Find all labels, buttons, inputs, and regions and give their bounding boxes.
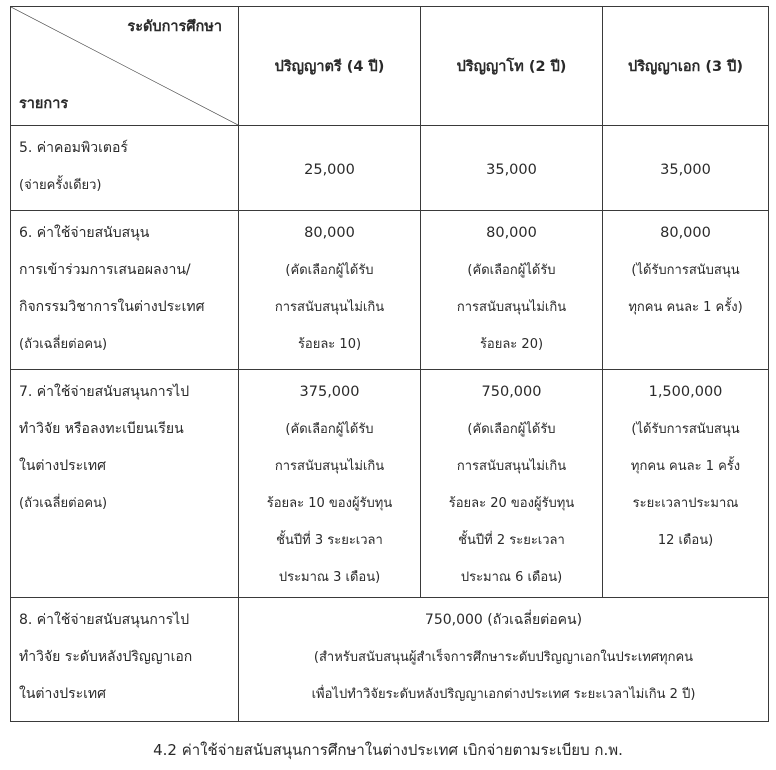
value-note: การสนับสนุนไม่เกิน (274, 300, 385, 315)
value-note: การสนับสนุนไม่เกิน (456, 300, 567, 315)
value-cell (603, 211, 769, 370)
value-note: การสนับสนุนไม่เกิน (456, 459, 567, 474)
value-note: (คัดเลือกผู้ได้รับ (285, 422, 374, 437)
table-row (11, 126, 769, 211)
value-note: การสนับสนุนไม่เกิน (274, 459, 385, 474)
value-note: (ได้รับการสนับสนุน (631, 422, 740, 437)
value-note: (ได้รับการสนับสนุน (631, 263, 740, 278)
value-note: เพื่อไปทำวิจัยระดับหลังปริญญาเอกต่างประเทศ ระยะเวลาไม่เกิน 2 ปี) (311, 687, 696, 702)
value-note: ทุกคน คนละ 1 ครั้ง) (628, 300, 743, 315)
item-cell (11, 598, 239, 722)
value-note: (คัดเลือกผู้ได้รับ (467, 422, 556, 437)
section-caption: 4.2 ค่าใช้จ่ายสนับสนุนการศึกษาในต่างประเทศ เบิกจ่ายตามระเบียบ ก.พ. (153, 741, 623, 759)
value-cell (603, 370, 769, 598)
amount: 35,000 (660, 161, 711, 178)
value-cell (239, 211, 421, 370)
item-text: 7. ค่าใช้จ่ายสนับสนุนการไป (19, 384, 190, 400)
items-label: รายการ (19, 96, 69, 112)
item-note: (ถัวเฉลี่ยต่อคน) (19, 496, 108, 511)
item-text: 6. ค่าใช้จ่ายสนับสนุน (19, 225, 150, 241)
value-note: ร้อยละ 10) (297, 337, 362, 352)
column-header-doctorate: ปริญญาเอก (3 ปี) (603, 7, 769, 126)
item-cell (11, 126, 239, 211)
header-row (11, 7, 769, 126)
item-text: ในต่างประเทศ (19, 686, 107, 702)
value-cell (421, 370, 603, 598)
item-text: ทำวิจัย ระดับหลังปริญญาเอก (19, 649, 193, 665)
value-note: (คัดเลือกผู้ได้รับ (285, 263, 374, 278)
amount: 80,000 (304, 225, 355, 241)
item-text: 5. ค่าคอมพิวเตอร์ (19, 140, 128, 156)
value-note: ประมาณ 3 เดือน) (278, 570, 381, 585)
value-note: ชั้นปีที่ 3 ระยะเวลา (276, 533, 383, 548)
value-cell (239, 126, 421, 211)
item-note: (ถัวเฉลี่ยต่อคน) (19, 337, 108, 352)
value-cell (421, 211, 603, 370)
value-note: (คัดเลือกผู้ได้รับ (467, 263, 556, 278)
table-row (11, 211, 769, 370)
value-note: ทุกคน คนละ 1 ครั้ง (630, 459, 741, 474)
corner-header-cell (11, 7, 239, 126)
value-note: 12 เดือน) (657, 533, 714, 548)
item-cell (11, 370, 239, 598)
item-text: ในต่างประเทศ (19, 458, 107, 474)
value-cell (239, 370, 421, 598)
value-note: ประมาณ 6 เดือน) (460, 570, 563, 585)
amount: 750,000 (481, 384, 542, 400)
value-note: ร้อยละ 20) (479, 337, 544, 352)
amount: 80,000 (486, 225, 537, 241)
item-text: กิจกรรมวิชาการในต่างประเทศ (19, 299, 205, 315)
value-cell (421, 126, 603, 211)
value-note: (สำหรับสนับสนุนผู้สำเร็จการศึกษาระดับปริญญาเอกในประเทศทุกคน (313, 650, 694, 665)
value-note: ร้อยละ 10 ของผู้รับทุน (266, 496, 393, 511)
amount: 750,000 (ถัวเฉลี่ยต่อคน) (424, 612, 583, 628)
amount: 80,000 (660, 225, 711, 241)
value-note: ชั้นปีที่ 2 ระยะเวลา (458, 533, 565, 548)
education-level-label: ระดับการศึกษา (127, 19, 222, 35)
value-note: ร้อยละ 20 ของผู้รับทุน (448, 496, 575, 511)
value-note: ระยะเวลาประมาณ (632, 496, 739, 511)
item-text: การเข้าร่วมการเสนอผลงาน/ (19, 262, 191, 278)
amount: 375,000 (299, 384, 360, 400)
amount: 35,000 (486, 161, 537, 178)
column-header-master: ปริญญาโท (2 ปี) (421, 7, 603, 126)
amount: 25,000 (304, 161, 355, 178)
column-header-bachelor: ปริญญาตรี (4 ปี) (239, 7, 421, 126)
item-note: (จ่ายครั้งเดียว) (19, 178, 102, 193)
table-row (11, 370, 769, 598)
amount: 1,500,000 (648, 384, 723, 400)
expense-table (10, 6, 769, 722)
item-cell (11, 211, 239, 370)
item-text: 8. ค่าใช้จ่ายสนับสนุนการไป (19, 612, 190, 628)
item-text: ทำวิจัย หรือลงทะเบียนเรียน (19, 421, 184, 437)
merged-value-cell (239, 598, 769, 722)
table-row (11, 598, 769, 722)
value-cell (603, 126, 769, 211)
